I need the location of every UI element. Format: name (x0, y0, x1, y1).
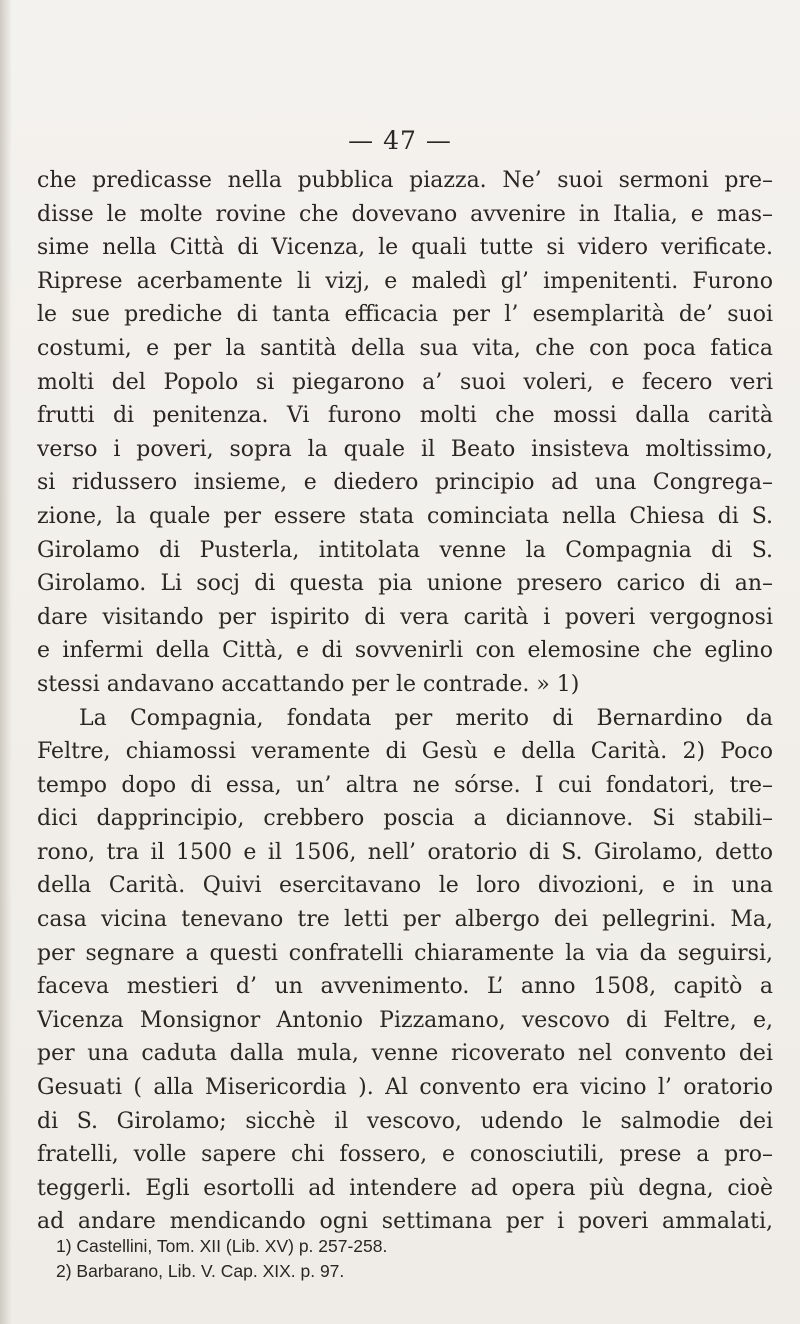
text-line: per una caduta dalla mula, venne ricoverato nel convento dei (37, 1041, 773, 1067)
text-line: disse le molte rovine che dovevano avvenire in Italia, e mas– (37, 201, 773, 227)
text-line: sime nella Città di Vicenza, le quali tutte si videro verificate. (37, 235, 773, 261)
text-line: Girolamo. Li socj di questa pia unione presero carico di an– (37, 571, 773, 597)
text-line: Girolamo di Pusterla, intitolata venne la Compagnia di S. (37, 537, 773, 563)
text-line: costumi, e per la santità della sua vita, che con poca fatica (37, 335, 773, 361)
text-line: che predicasse nella pubblica piazza. Ne’ suoi sermoni pre– (37, 168, 773, 193)
text-line: della Carità. Quivi esercitavano le loro divozioni, e in una (37, 873, 773, 899)
text-line: fratelli, volle sapere chi fossero, e conosciutili, prese a pro– (37, 1142, 773, 1168)
text-line: faceva mestieri d’ un avvenimento. L’ anno 1508, capitò a (37, 974, 773, 1000)
text-line: rono, tra il 1500 e il 1506, nell’ oratorio di S. Girolamo, detto (37, 839, 773, 865)
text-line: di S. Girolamo; sicchè il vescovo, udendo le salmodie dei (37, 1108, 773, 1134)
text-line: tempo dopo di essa, un’ altra ne sórse. I cui fondatori, tre– (37, 772, 773, 798)
text-line: casa vicina tenevano tre letti per albergo dei pellegrini. Ma, (37, 907, 773, 933)
page-edge-shadow (0, 0, 12, 1324)
text-line: verso i poveri, sopra la quale il Beato insisteva moltissimo, (37, 436, 773, 462)
text-line: le sue prediche di tanta efficacia per l’ esemplarità de’ suoi (37, 302, 773, 328)
text-line: per segnare a questi confratelli chiaramente la via da seguirsi, (37, 940, 773, 966)
text-line: frutti di penitenza. Vi furono molti che mossi dalla carità (37, 403, 773, 429)
text-line: molti del Popolo si piegarono a’ suoi voleri, e fecero veri (37, 369, 773, 395)
paragraph-start-line: La Compagnia, fondata per merito di Bernardino da (79, 705, 773, 731)
footnote-2: 2) Barbarano, Lib. V. Cap. XIX. p. 97. (56, 1261, 345, 1281)
footnote-1: 1) Castellini, Tom. XII (Lib. XV) p. 257-258. (56, 1236, 388, 1256)
text-line: dare visitando per ispirito di vera carità i poveri vergognosi (37, 604, 773, 630)
page-number: — 47 — (348, 126, 452, 155)
text-line: stessi andavano accattando per le contrade. » 1) (37, 671, 580, 697)
text-line: Riprese acerbamente li vizj, e maledì gl’ impenitenti. Furono (37, 268, 773, 294)
text-line: zione, la quale per essere stata cominciata nella Chiesa di S. (37, 503, 773, 529)
footnotes (56, 1234, 776, 1284)
text-line: Vicenza Monsignor Antonio Pizzamano, vescovo di Feltre, e, (37, 1007, 773, 1033)
body-text (37, 164, 773, 1239)
text-line: si ridussero insieme, e diedero principio ad una Congrega– (37, 470, 773, 496)
text-line: e infermi della Città, e di sovvenirli con elemosine che eglino (37, 638, 773, 664)
text-line: ad andare mendicando ogni settimana per i poveri ammalati, (37, 1209, 773, 1235)
text-line: Feltre, chiamossi veramente di Gesù e della Carità. 2) Poco (37, 739, 773, 765)
text-line: Gesuati ( alla Misericordia ). Al convento era vicino l’ oratorio (37, 1075, 773, 1101)
text-line: dici dapprincipio, crebbero poscia a diciannove. Si stabili– (37, 806, 773, 832)
text-line: teggerli. Egli esortolli ad intendere ad opera più degna, cioè (37, 1175, 773, 1201)
